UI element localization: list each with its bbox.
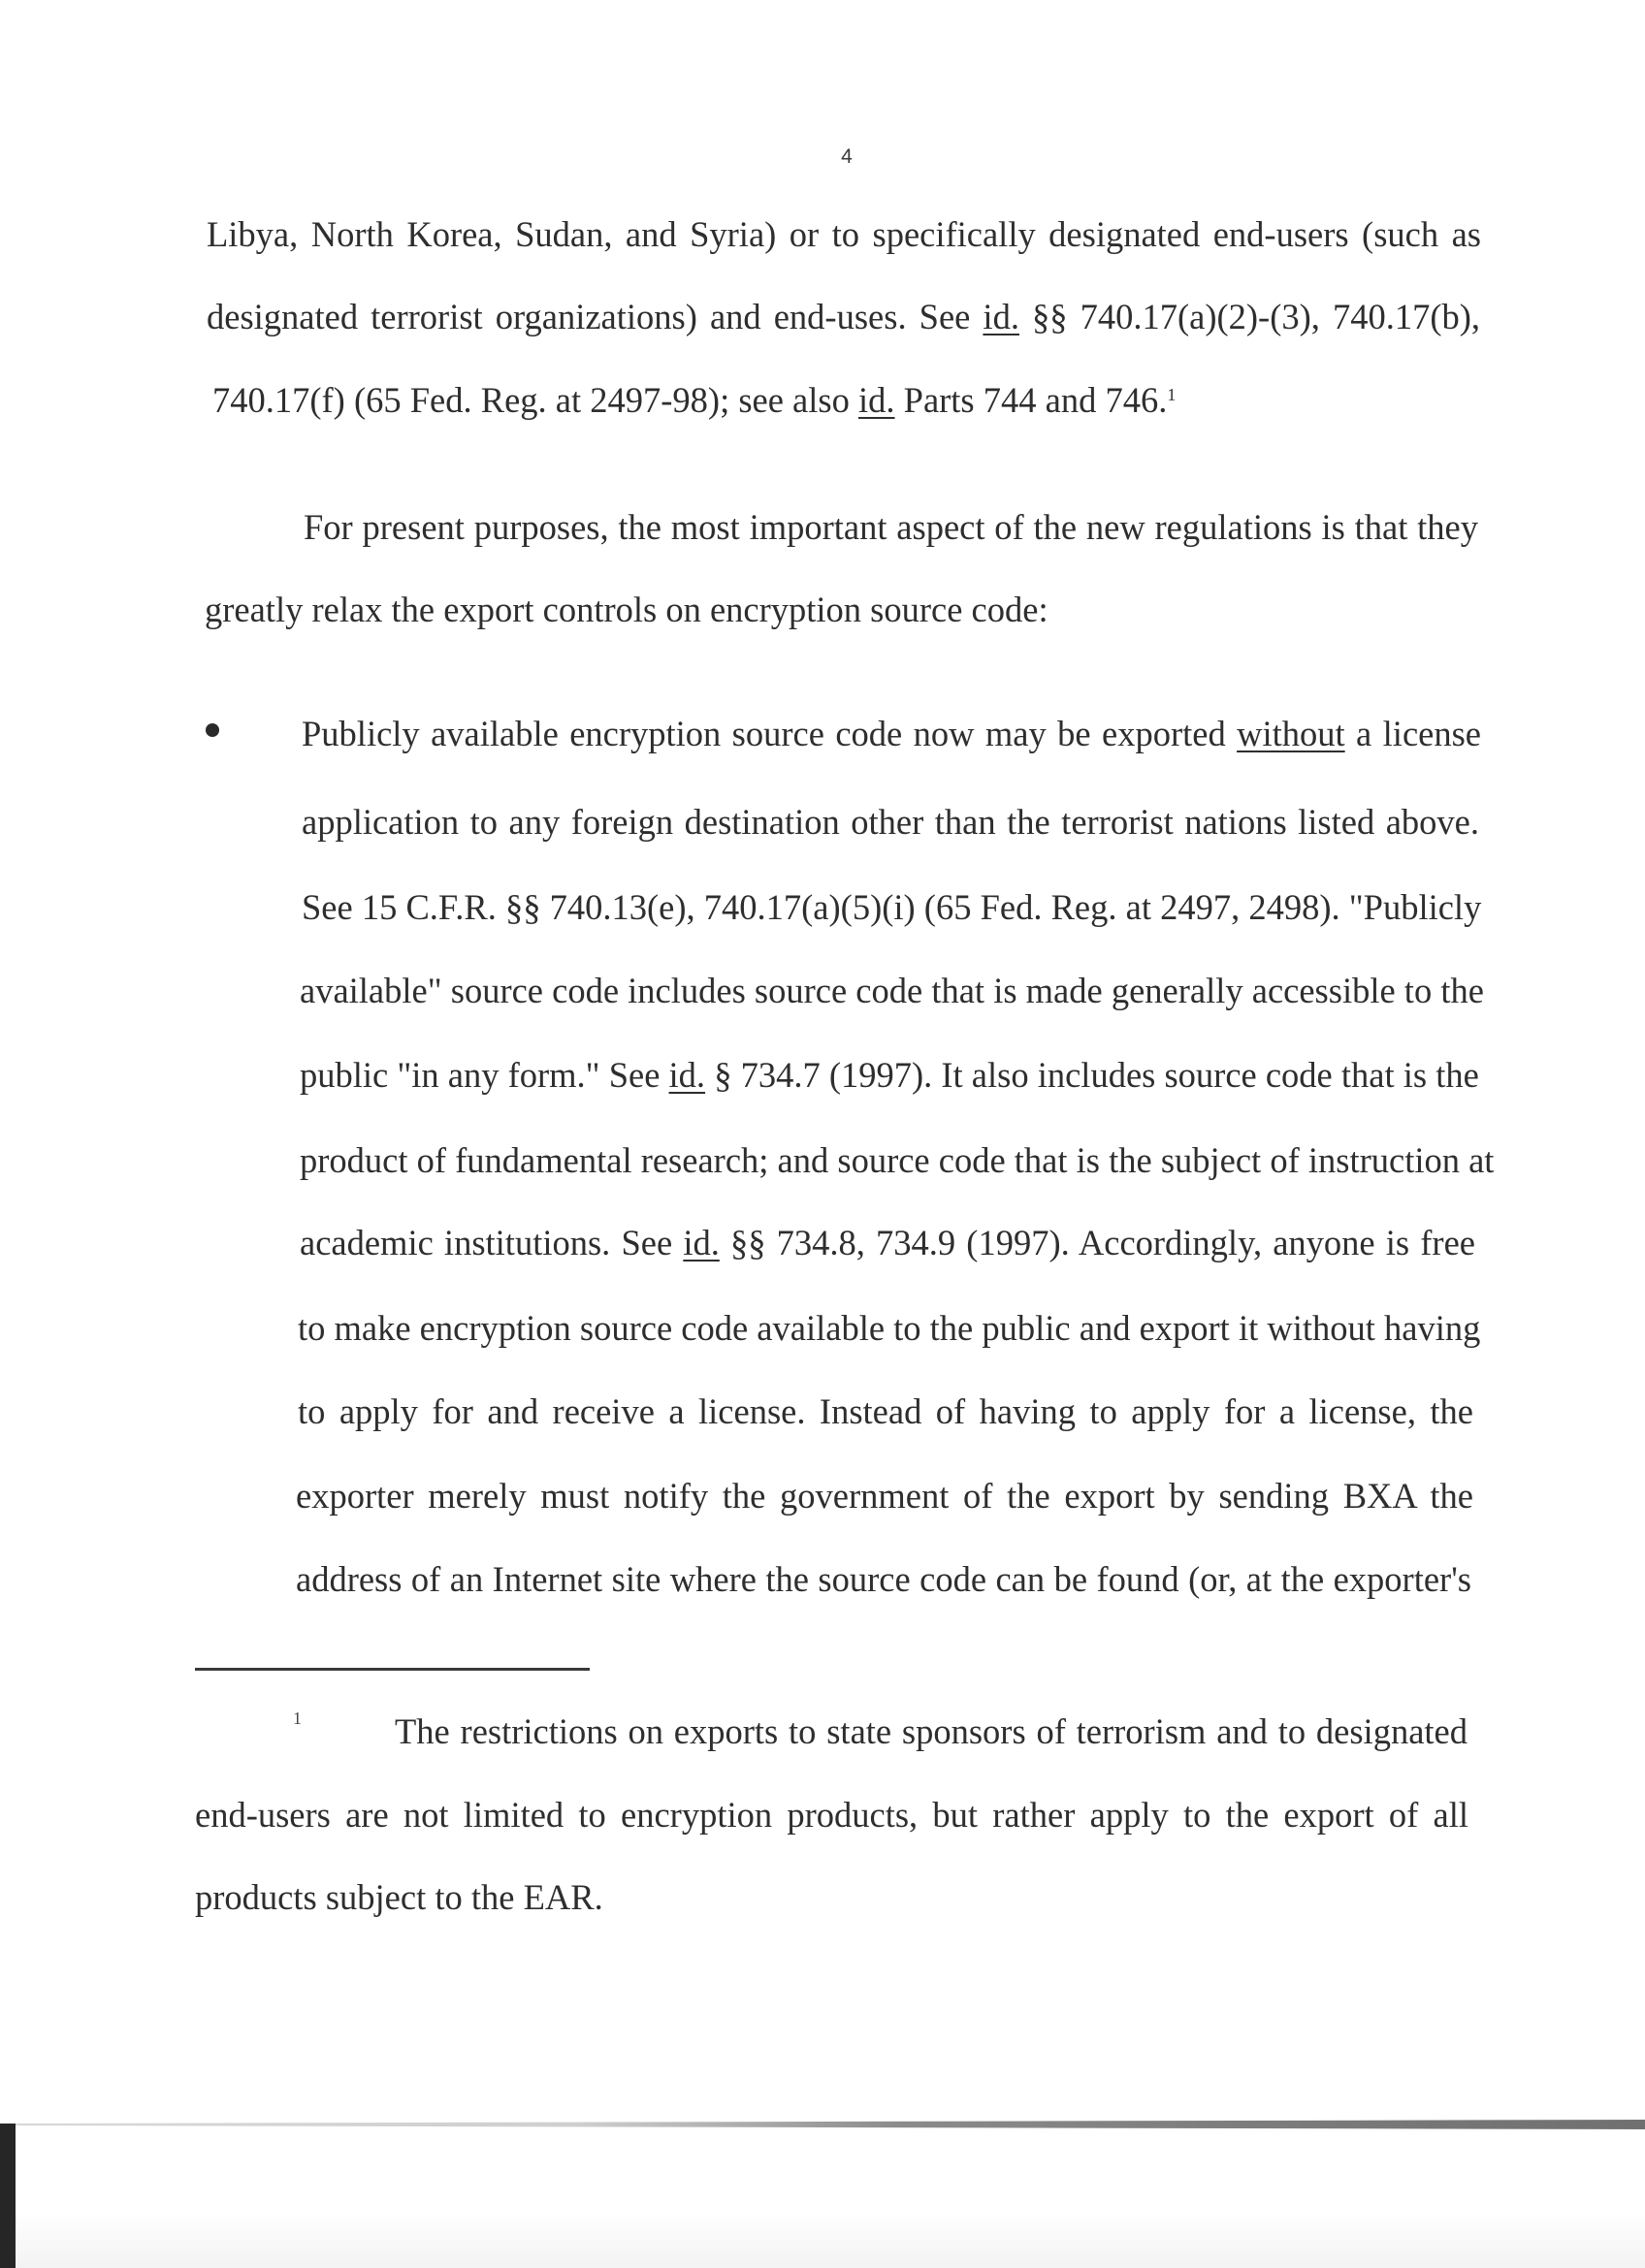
text-segment: §§ 740.17(a)(2)-(3), 740.17(b),	[1018, 297, 1481, 336]
bullet-line: available" source code includes source code that is made generally accessible to the	[300, 971, 1484, 1010]
page-number: 4	[841, 145, 853, 168]
text-segment: §§ 734.8, 734.9 (1997). Accordingly, anyone is free	[719, 1223, 1475, 1262]
citation-id: id.	[983, 297, 1019, 336]
bullet-line: address of an Internet site where the source code can be found (or, at the exporter's	[296, 1559, 1471, 1599]
bullet-icon	[206, 723, 219, 737]
citation-id: id.	[857, 380, 895, 420]
footnote-line: The restrictions on exports to state sponsors of terrorism and to designated	[395, 1711, 1468, 1751]
bullet-line: product of fundamental research; and source code that is the subject of instruction at	[300, 1140, 1495, 1180]
bullet-line: to apply for and receive a license. Instead of having to apply for a license, the	[298, 1391, 1473, 1431]
paragraph-line: greatly relax the export controls on encryption source code:	[205, 590, 1048, 629]
paragraph-line	[212, 379, 1176, 422]
paragraph-line: For present purposes, the most important aspect of the new regulations is that they	[304, 507, 1478, 547]
emphasis-without: without	[1237, 714, 1345, 753]
footnote-line: products subject to the EAR.	[195, 1877, 603, 1917]
bullet-line: exporter merely must notify the government of the export by sending BXA the	[296, 1476, 1473, 1516]
text-segment: designated terrorist organizations) and end-uses. See	[207, 297, 984, 336]
bullet-line: application to any foreign destination other than the terrorist nations listed above.	[302, 802, 1479, 842]
text-segment: 740.17(f) (65 Fed. Reg. at 2497-98); see also	[212, 380, 858, 420]
citation-id: id.	[683, 1223, 720, 1262]
footnote-reference[interactable]: 1	[1167, 385, 1177, 404]
footnote-marker: 1	[293, 1709, 302, 1728]
bullet-line	[300, 1222, 1475, 1264]
scanner-edge-bar	[0, 2124, 16, 2268]
text-segment: Publicly available encryption source code now may be exported	[302, 714, 1238, 753]
text-segment: Parts 744 and 746.	[894, 380, 1168, 420]
bullet-line	[302, 713, 1481, 755]
scan-shadow	[16, 2129, 1645, 2268]
footnote-line: end-users are not limited to encryption products, but rather apply to the export of all	[195, 1795, 1468, 1835]
text-segment: a license	[1344, 714, 1481, 753]
citation-id: id.	[668, 1055, 706, 1095]
text-segment: § 734.7 (1997). It also includes source code that is the	[705, 1055, 1479, 1095]
scanner-edge-line	[0, 2120, 1645, 2129]
paragraph-line	[207, 296, 1480, 338]
bullet-line: See 15 C.F.R. §§ 740.13(e), 740.17(a)(5)(i) (65 Fed. Reg. at 2497, 2498). "Publicly	[302, 887, 1482, 927]
footnote-separator	[195, 1668, 590, 1671]
text-segment: academic institutions. See	[300, 1223, 684, 1262]
text-segment: public "in any form." See	[300, 1055, 669, 1095]
bullet-line: to make encryption source code available to the public and export it without having	[298, 1308, 1481, 1348]
bullet-line	[300, 1054, 1479, 1097]
paragraph-line: Libya, North Korea, Sudan, and Syria) or to specifically designated end-users (such as	[207, 214, 1481, 254]
